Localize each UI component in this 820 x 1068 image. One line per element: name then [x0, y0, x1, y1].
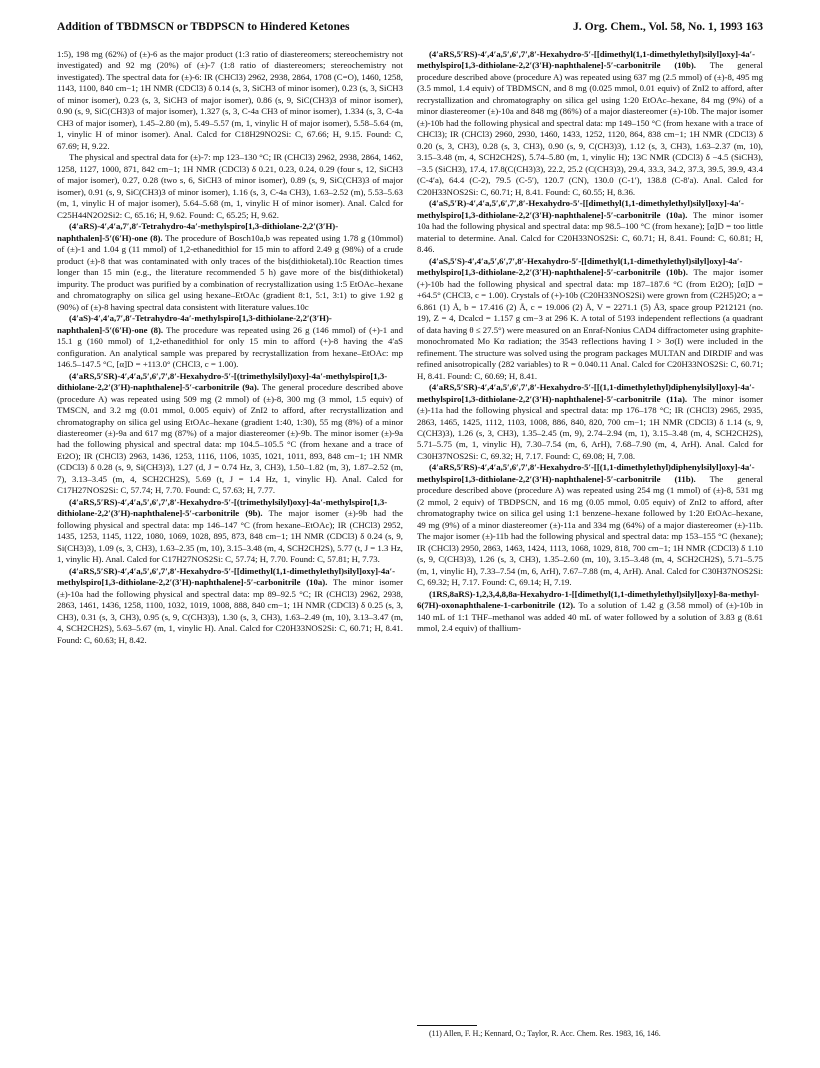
compound-heading: (4′aRS,5′SR)-4′,4′a,5′,6′,7′,8′-Hexahydro-5′-[[(1,1-dimethylethyl)diphenylsilyl]oxy]-4a′-methylspiro[1,3-dithiolane-2,2′(3′H)-naphthalene]-5′-carbonitrile (11a).: [417, 382, 755, 404]
right-column: [417, 49, 763, 1054]
compound-heading: (4′aRS,5′SR)-4′,4′a,5′,6′,7′,8′-Hexahydro-5′-[(trimethylsilyl)oxy]-4a′-methylspiro[1,3-dithiolane-2,2′(3′H)-naphthalene]-5′-carbonitrile (9a).: [57, 370, 388, 393]
compound-heading: (1RS,8aRS)-1,2,3,4,8,8a-Hexahydro-1-[[dimethyl(1,1-dimethylethyl)silyl]oxy]-8a-methyl-6(7H)-oxonaphthalene-1-carbonitrile (12).: [417, 588, 760, 611]
footnote: (11) Allen, F. H.; Kennard, O.; Taylor, R. Acc. Chem. Res. 1983, 16, 146.: [429, 1029, 661, 1038]
journal-citation: J. Org. Chem., Vol. 58, No. 1, 1993 163: [572, 20, 763, 33]
compound-heading: (4′aRS,5′RS)-4′,4′a,5′,6′,7′,8′-Hexahydro-5′-[[dimethyl(1,1-dimethylethyl)silyl]oxy]-4a′-methylspiro[1,3-dithiolane-2,2′(3′H)-naphthalene]-5′-carbonitrile (10b).: [417, 49, 756, 71]
paragraph: [57, 313, 403, 370]
paragraph: [417, 589, 763, 635]
paragraph-body: The general procedure described above (procedure A) was repeated using 637 mg (2.5 mmol) of (±)-8, 495 mg (3.5 mmol, 1.4 equiv) of TBDMSCN, and 8 mg (0.025 mmol, 0.01 equiv) of ZnI2 to afford, after recrystallization and chromatography on silica gel using 1:20 EtOAc–hexane, 84 mg (9%) of a minor diastereomer (±)-10a and 848 mg (86%) of a major diastereomer (±)-10b. The major isomer (±)-10b had the following physical and spectral data: mp 149–150 °C (from hexane with a trace of CHCl3); IR (CHCl3) 2960, 2930, 1460, 1433, 1252, 1120, 864, 838 cm−1; 1H NMR (CDCl3) δ 0.20 (s, 3, CH3), 0.28 (s, 3, CH3), 0.90 (s, 9, C(CH3)3), 1.12 (s, 3, CH3), 1.63–2.37 (m, 10), 3.15–3.48 (m, 4, SCH2CH2S), 5.74–5.80 (m, 1, vinylic H); 13C NMR (CDCl3) δ −4.5 (SiCH3), −3.5 (SiCH3), 17.4, 17.8(C(CH3)3), 22.2, 25.2 (C(CH3)3), 29.4, 33.3, 34.2, 37.3, 39.5, 39.9, 43.4 (C-4′a), 64.4 (C-2), 79.5 (C-5′), 120.7 (CN), 130.0 (C-1′), 138.8 (C-8′a). Anal. Calcd for C20H33NOS2Si: C, 60.71; H, 8.41. Found: C, 60.55; H, 8.36.: [417, 60, 763, 197]
compound-heading: (4′aS)-4′,4′a,7′,8′-Tetrahydro-4a′-methylspiro[1,3-dithiolane-2,2′(3′H)-naphthalen]-5′(6′H)-one (8).: [57, 313, 332, 335]
compound-heading: (4′aRS,5′RS)-4′,4′a,5′,6′,7′,8′-Hexahydro-5′-[[(1,1-dimethylethyl)diphenylsilyl]oxy]-4a′-methylspiro[1,3-dithiolane-2,2′(3′H)-naphthalene]-5′-carbonitrile (11b).: [417, 462, 755, 484]
paragraph-body: The major isomer (±)-9b had the following physical and spectral data: mp 146–147 °C (from hexane–EtOAc); IR (CHCl3) 2952, 1435, 1253, 1145, 1122, 1080, 1069, 1028, 895, 873, 848 cm−1; 1H NMR (CDCl3) δ 0.24 (s, 9, Si(CH3)3), 1.09 (s, 3, CH3), 1.63–2.35 (m, 10), 3.15–3.48 (m, 4, SCH2CH2S), 5.77 (t, J = 1.3 Hz, 1, vinylic H). Anal. Calcd for C17H27NOS2Si: C, 57.74; H, 7.70. Found: C, 57.81; H, 7.73.: [57, 508, 403, 565]
paragraph-body: The general procedure described above (procedure A) was repeated using 509 mg (2 mmol) of (±)-8, 300 mg (3 mmol, 1.5 equiv) of TMSCN, and 3.2 mg (0.01 mmol, 0.005 equiv) of ZnI2 to afford, after recrystallization and chromatography on silica gel using EtOAc–hexane (gradient 1:40, 1:30), 55 mg (8%) of a minor diastereomer (±)-9a and 617 mg (87%) of a major diastereomer (±)-9b. The minor isomer (±)-9a had the following physical and spectral data: mp 104.5–105.5 °C (from hexane and a trace of Et2O); IR (CHCl3) 2963, 1436, 1253, 1116, 1106, 1035, 1021, 1011, 893, 848 cm−1; 1H NMR (CDCl3) δ 0.28 (s, 9, Si(CH3)3), 1.27 (d, J = 0.74 Hz, 3, CH3), 1.50–1.82 (m, 3), 1.87–2.52 (m, 7), 3.13–3.45 (m, 4, SCH2CH2S), 5.69 (t, J = 1.4 Hz, 1, vinylic H). Anal. Calcd for C17H27NOS2Si: C, 57.74; H, 7.70. Found: C, 57.63; H, 7.77.: [57, 382, 403, 496]
running-title: Addition of TBDMSCN or TBDPSCN to Hindered Ketones: [57, 20, 350, 33]
paragraph: [57, 371, 403, 497]
paragraph: [57, 566, 403, 646]
paragraph: [417, 198, 763, 255]
footnote-divider: [417, 1025, 477, 1026]
running-header: [57, 20, 763, 38]
compound-heading: (4′aRS,5′SR)-4′,4′a,5′,6′,7′,8′-Hexahydro-5′-[[dimethyl(1,1-dimethylethyl)silyl]oxy]-4a′-methylspiro[1,3-dithiolane-2,2′(3′H)-naphthalene]-5′-carbonitrile (10a).: [57, 565, 396, 588]
paragraph-body: The procedure of Bosch10a,b was repeated using 1.78 g (10mmol) of (±)-1 and 1.04 g (11 mmol) of 1,2-ethanedithiol for 15 min to afford 2.49 g (98%) of a crude product (±)-8 that was contaminated with only traces of the bis(dithioketal).10c Reaction times longer than 15 min (e.g., the literature recommended 5 h) gave more of the bis(dithioketal) impurity. The product was purified by a combination of recrystallization using 1:5 EtOAc–hexane and chromatography on silica gel using hexane–EtOAc (gradient 8:1, 5:1, 3:1) to give 1.92 g (90%) of (±)-8 having spectral data consistent with literature values.10c: [57, 232, 403, 312]
paragraph: [417, 49, 763, 198]
paragraph: 1:5), 198 mg (62%) of (±)-6 as the major product (1:3 ratio of diastereomers; stereochemistry not investigated) and 92 mg (20%) of (±)-7 (1:8 ratio of diastereomers; stereochemistry not investigated). The spectral data for (±)-6: IR (CHCl3) 2962, 2938, 2864, 1708 (C=O), 1460, 1258, 1143, 1100, 840 cm−1; 1H NMR (CDCl3) δ 0.14 (s, 3, SiCH3 of minor isomer), 0.23 (s, 3, SiCH3 of minor isomer), 0.23 (s, 3, SiCH3 of major isomer), 0.86 (s, 9, SiC(CH3)3 of minor isomer), 0.90 (s, 9, SiC(CH3)3 of major isomer), 1.327 (s, 3, C-4a CH3 of minor isomer), 1.334 (s, 3, C-4a CH3 of major isomer), 1.45–2.80 (m), 5.49–5.57 (m, 1, vinylic H of major isomer), 5.58–5.64 (m, 1, vinylic H of minor isomer). Anal. Calcd for C18H29NO2Si: C, 67.66; H, 9.15. Found: C, 67.69; H, 9.22.: [57, 49, 403, 151]
paragraph: [57, 221, 403, 313]
paragraph-body: The major isomer (+)-10b had the following physical and spectral data: mp 187–187.6 °C (from Et2O); [α]D = +64.5° (CHCl3, c = 1.00). Crystals of (+)-10b (C20H33NOS2Si) were grown from (C2H5)2O; a = 6.861 (1) Å, b = 17.416 (2) Å, c = 19.006 (2) Å, V = 2271.1 (5) Å3, space group P212121 (no. 19), Z = 4, Dcalcd = 1.157 g cm−3 at 296 K. A total of 5193 independent reflections (a quadrant of data having θ ≤ 27.5°) were measured on an Enraf-Nonius CAD4 diffractometer using graphite-monochromated Mo Kα radiation; the 3543 reflections having I > 3σ(I) were included in the refinement. The structure was solved using the program packages MULTAN and DIRDIF and was refined anisotropically (282 variables) to R = 0.040.11 Anal. Calcd for C20H33NOS2Si: C, 60.71; H, 8.41. Found: C, 60.69; H, 8.41.: [417, 267, 763, 381]
compound-heading: (4′aS,5′S)-4′,4′a,5′,6′,7′,8′-Hexahydro-5′-[[dimethyl(1,1-dimethylethyl)silyl]oxy]-4a′-methylspiro[1,3-dithiolane-2,2′(3′H)-naphthalene]-5′-carbonitrile (10b).: [417, 255, 743, 278]
compound-heading: (4′aRS)-4′,4′a,7′,8′-Tetrahydro-4a′-methylspiro[1,3-dithiolane-2,2′(3′H)-naphthalen]-5′(6′H)-one (8).: [57, 221, 339, 243]
paragraph: [417, 382, 763, 462]
paragraph-body: The minor isomer 10a had the following physical and spectral data: mp 98.5–100 °C (from hexane); [α]D = too little material to determine. Anal. Calcd for C20H33NOS2Si: C, 60.71; H, 8.41. Found: C, 60.81; H, 8.46.: [417, 209, 763, 255]
paragraph: [417, 462, 763, 588]
left-column: [57, 49, 403, 1054]
paragraph-body: The minor isomer (±)-10a had the following physical and spectral data: mp 89–92.5 °C; IR (CHCl3) 2962, 2938, 2863, 1461, 1436, 1258, 1100, 1032, 1019, 1008, 888, 840 cm−1; 1H NMR (CDCl3) δ 0.25 (s, 3, CH3), 0.31 (s, 3, CH3), 0.95 (s, 9, C(CH3)3), 1.30 (s, 3, CH3), 1.63–2.49 (m, 10), 3.13–3.47 (m, 4, SCH2CH2S), 5.63–5.67 (m, 1, vinylic H). Anal. Calcd for C20H33NOS2Si: C, 60.71; H, 8.41. Found: C, 60.63; H, 8.42.: [57, 577, 403, 645]
paragraph-body: The general procedure described above (procedure A) was repeated using 254 mg (1 mmol) of (±)-8, 531 mg (2 mmol, 2 equiv) of TBDPSCN, and 16 mg (0.05 mmol, 0.05 equiv) of ZnI2 to afford, after chromatography twice on silica gel using 1:1 benzene–hexane followed by 1:20 EtOAc–hexane, 49 mg (9%) of a minor diastereomer (±)-11a and 334 mg (64%) of a major diastereomer (±)-11b. The major isomer (±)-11b had the following physical and spectral data: mp 153–155 °C (hexane); IR (CHCl3) 2950, 2863, 1463, 1424, 1113, 1068, 1029, 818, 700 cm−1; 1H NMR (CDCl3) δ 1.10 (s, 9, C(CH3)3), 1.26 (s, 3, CH3), 1.35–2.60 (m, 10), 3.15–3.48 (m, 4, SCH2CH2S), 5.71–5.75 (m, 1, vinylic H), 7.33–7.54 (m, 6, ArH), 7.67–7.88 (m, 4, ArH). Anal. Calcd for C30H37NOS2Si: C, 69.32; H, 7.17. Found: C, 69.14; H, 7.19.: [417, 473, 763, 588]
paragraph-body: To a solution of 1.42 g (3.58 mmol) of (±)-10b in 140 mL of 1:1 THF–methanol was added 40 mL of water followed by a solution of 3.83 g (8.61 mmol, 2.4 equiv) of thallium-: [417, 600, 763, 634]
paragraph-body: The minor isomer (±)-11a had the following physical and spectral data: mp 176–178 °C; IR (CHCl3) 2965, 2935, 2863, 1465, 1425, 1112, 1103, 1008, 886, 840, 820, 700 cm−1; 1H NMR (CDCl3) δ 1.14 (s, 9, C(CH3)3), 1.26 (s, 3, CH3), 1.35–2.45 (m, 9), 2.74–2.94 (m, 1), 3.15–3.48 (m, 4, SCH2CH2S), 5.71–5.75 (m, 1, vinylic H), 7.30–7.54 (m, 6, ArH), 7.68–7.90 (m, 4, ArH). Anal. Calcd for C30H37NOS2Si: C, 69.32; H, 7.17. Found: C, 69.08; H, 7.08.: [417, 393, 763, 461]
compound-heading: (4′aRS,5′RS)-4′,4′a,5′,6′,7′,8′-Hexahydro-5′-[(trimethylsilyl)oxy]-4a′-methylspiro[1,3-dithiolane-2,2′(3′H)-naphthalene]-5′-carbonitrile (9b).: [57, 496, 388, 519]
paragraph: The physical and spectral data for (±)-7: mp 123–130 °C; IR (CHCl3) 2962, 2938, 2864, 1462, 1258, 1127, 1000, 871, 842 cm−1; 1H NMR (CDCl3) δ 0.21, 0.23, 0.24, 0.29 (four s, 12, SiCH3 of major isomer), 0.27, 0.28 (two s, 6, SiCH3 of minor isomer), 0.89 (s, 9, SiC(CH3)3 of major isomer), 0.91 (s, 9, SiC(CH3)3 of minor isomer), 1.16 (s, 3, C-4a CH3), 1.63–2.52 (m), 5.53–5.63 (m, 1, vinylic H of major isomer), 5.64–5.68 (m, 1, vinylic H of minor isomer). Anal. Calcd for C25H44N2O2Si2: C, 65.16; H, 9.62. Found: C, 65.25; H, 9.62.: [57, 152, 403, 220]
compound-heading: (4′aS,5′R)-4′,4′a,5′,6′,7′,8′-Hexahydro-5′-[[dimethyl(1,1-dimethylethyl)silyl]oxy]-4a′-methylspiro[1,3-dithiolane-2,2′(3′H)-naphthalene]-5′-carbonitrile (10a).: [417, 198, 744, 220]
paragraph: [417, 256, 763, 382]
paragraph: [57, 497, 403, 566]
paragraph-body: The procedure was repeated using 26 g (146 mmol) of (+)-1 and 15.1 g (160 mmol) of 1,2-ethanedithiol for only 15 min to afford (+)-8 having the 4′aS configuration. An analytical sample was prepared by recrystallization from hexane–EtOAc: mp 146.5–147.5 °C, [α]D = +113.0° (CHCl3, c = 1.00).: [57, 324, 403, 370]
